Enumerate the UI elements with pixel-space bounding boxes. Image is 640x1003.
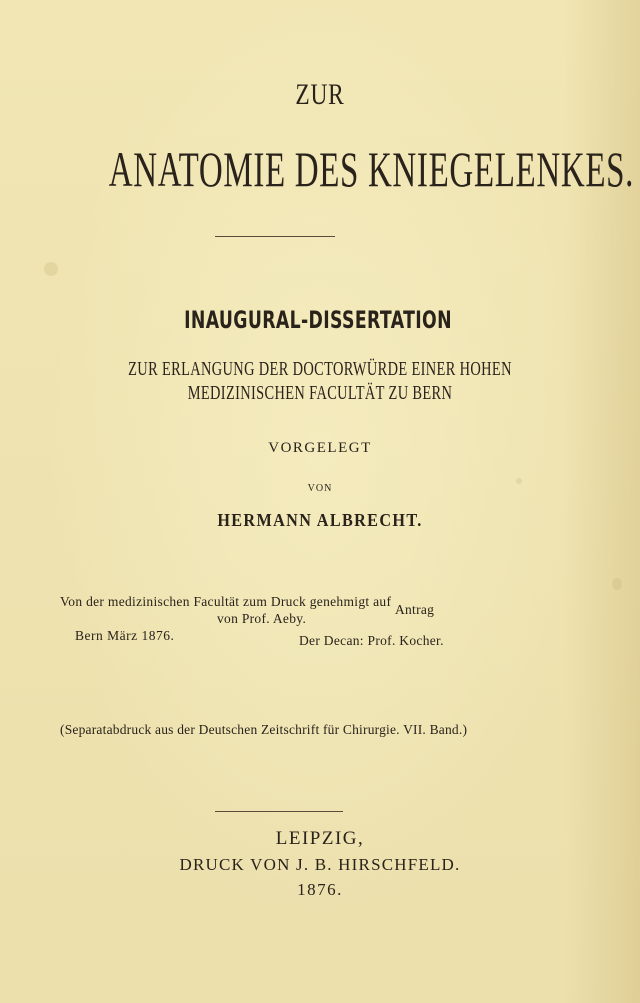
dissertation-heading: INAUGURAL-DISSERTATION xyxy=(184,306,452,334)
imprint-year: 1876. xyxy=(297,880,343,899)
divider-rule xyxy=(215,236,335,237)
separate-print-note: (Separatabdruck aus der Deutschen Zeitschrift für Chirurgie. VII. Band.) xyxy=(60,722,468,737)
main-title: ANATOMIE DES KNIEGELENKES. xyxy=(108,141,635,197)
dean-signature: Der Decan: Prof. Kocher. xyxy=(299,633,444,648)
dissertation-purpose-line1: ZUR ERLANGUNG DER DOCTORWÜRDE EINER HOHEN xyxy=(128,358,512,380)
presented-label: VORGELEGT xyxy=(268,440,372,456)
paper-stain xyxy=(516,478,522,484)
approval-line2: von Prof. Aeby. xyxy=(217,611,307,626)
approval-line1-text: Von der medizinischen Facultät zum Druck genehmigt auf xyxy=(60,594,392,609)
approval-line1-tail: Antrag xyxy=(394,602,435,617)
title-pre: ZUR xyxy=(295,78,345,111)
dissertation-purpose-line2: MEDIZINISCHEN FACULTÄT ZU BERN xyxy=(187,382,453,404)
author-name: HERMANN ALBRECHT. xyxy=(217,510,423,530)
place-date: Bern März 1876. xyxy=(75,628,175,643)
imprint-city: LEIPZIG, xyxy=(275,828,365,849)
paper-stain xyxy=(612,578,622,590)
paper-stain xyxy=(44,262,58,276)
by-label: VON xyxy=(307,483,333,494)
imprint-printer: DRUCK VON J. B. HIRSCHFELD. xyxy=(179,855,461,874)
divider-rule xyxy=(215,811,343,812)
approval-line1 xyxy=(60,594,435,617)
